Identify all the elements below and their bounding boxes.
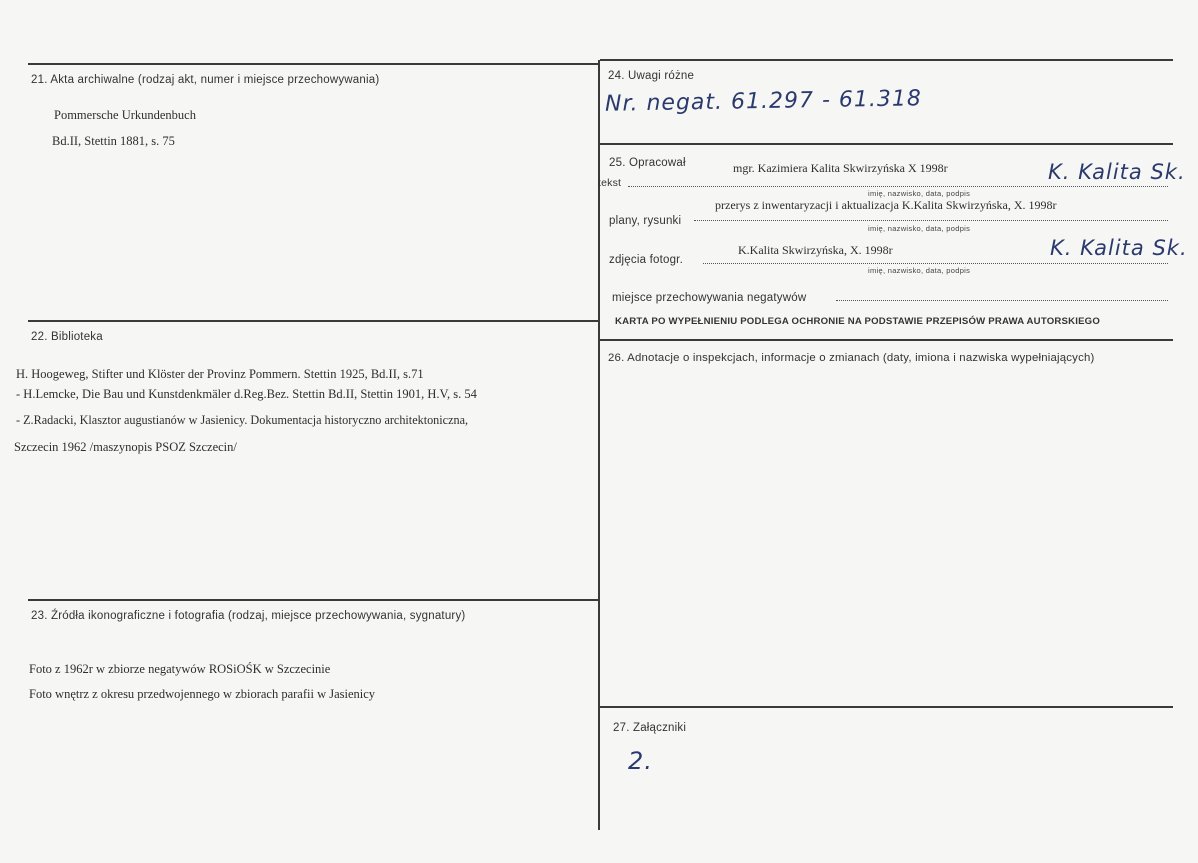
zdjecia-dotted-line [703, 263, 1168, 264]
negative-numbers-handwritten: Nr. negat. 61.297 - 61.318 [604, 86, 923, 117]
section-22-header: 22. Biblioteka [31, 331, 103, 343]
zdjecia-hint: imię, nazwisko, data, podpis [868, 266, 971, 275]
section-21-line-2: Bd.II, Stettin 1881, s. 75 [52, 134, 175, 148]
zdjecia-label: zdjęcia fotogr. [609, 254, 683, 266]
divider-26-27 [600, 706, 1173, 708]
tekst-signature: K. Kalita Sk. [1048, 160, 1186, 184]
top-border-left [28, 63, 600, 65]
negatives-location-label: miejsce przechowywania negatywów [612, 292, 807, 304]
zdjecia-signature: K. Kalita Sk. [1050, 236, 1188, 260]
section-26-header: 26. Adnotacje o inspekcjach, informacje o zmianach (daty, imiona i nazwiska wypełniających) [608, 352, 1095, 364]
divider-24-25 [600, 143, 1173, 145]
divider-22-23 [28, 599, 600, 601]
section-23-header: 23. Źródła ikonograficzne i fotografia (rodzaj, miejsce przechowywania, sygnatury) [31, 610, 466, 622]
negatives-dotted-line [836, 300, 1168, 301]
attachments-count-handwritten: 2. [628, 747, 653, 775]
tekst-value: mgr. Kazimiera Kalita Skwirzyńska X 1998r [733, 161, 948, 175]
section-22-line-3: - Z.Radacki, Klasztor augustianów w Jasienicy. Dokumentacja historyczno architektoniczna, [16, 413, 469, 427]
plany-hint: imię, nazwisko, data, podpis [868, 224, 971, 233]
tekst-hint: imię, nazwisko, data, podpis [868, 189, 971, 198]
center-divider [598, 60, 600, 830]
section-21-header: 21. Akta archiwalne (rodzaj akt, numer i miejsce przechowywania) [31, 74, 380, 86]
top-border-right [600, 59, 1173, 61]
section-27-header: 27. Załączniki [613, 722, 687, 734]
tekst-dotted-line [628, 186, 1168, 187]
section-23-line-2: Foto wnętrz z okresu przedwojennego w zbiorach parafii w Jasienicy [29, 687, 376, 701]
section-22-line-2: - H.Lemcke, Die Bau und Kunstdenkmäler d.Reg.Bez. Stettin Bd.II, Stettin 1901, H.V, s. 54 [16, 387, 477, 401]
tekst-label: tekst [598, 177, 622, 189]
plany-label: plany, rysunki [609, 215, 682, 227]
section-22-line-4: Szczecin 1962 /maszynopis PSOZ Szczecin/ [14, 440, 237, 454]
section-25-header: 25. Opracował [609, 157, 686, 169]
zdjecia-value: K.Kalita Skwirzyńska, X. 1998r [738, 243, 893, 257]
section-22-line-1: H. Hoogeweg, Stifter und Klöster der Provinz Pommern. Stettin 1925, Bd.II, s.71 [16, 367, 424, 381]
divider-25-26 [600, 339, 1173, 341]
section-21-line-1: Pommersche Urkundenbuch [54, 108, 196, 122]
plany-value: przerys z inwentaryzacji i aktualizacja K.Kalita Skwirzyńska, X. 1998r [715, 198, 1057, 212]
section-24-header: 24. Uwagi różne [608, 70, 695, 82]
section-23-line-1: Foto z 1962r w zbiorze negatywów ROSiOŚK w Szczecinie [29, 662, 331, 676]
copyright-notice: KARTA PO WYPEŁNIENIU PODLEGA OCHRONIE NA PODSTAWIE PRZEPISÓW PRAWA AUTORSKIEGO [615, 316, 1101, 327]
plany-dotted-line [694, 220, 1168, 221]
divider-21-22 [28, 320, 600, 322]
